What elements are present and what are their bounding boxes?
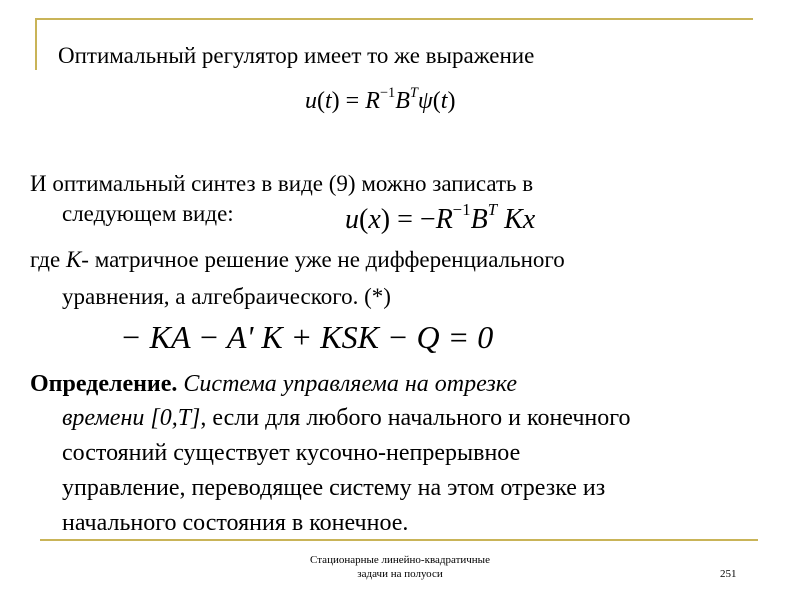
eq1-B: B: [395, 88, 410, 114]
eq2-R-exponent: −1: [452, 200, 471, 220]
equation-optimal-control: $u(t) = R^{-1}B^T\psi(t)$: [305, 84, 456, 114]
eq2-x: x: [368, 204, 381, 235]
eq2-B: B: [470, 204, 488, 235]
eq1-t: t: [325, 88, 332, 114]
synthesis-text-line1: И оптимальный синтез в виде (9) можно записать в: [30, 171, 534, 196]
eq2-B-exponent: T: [487, 200, 498, 220]
eq2-R: R: [435, 204, 453, 235]
intro-text: Оптимальный регулятор имеет то же выражение: [58, 43, 535, 68]
top-rule: [35, 18, 753, 20]
eq1-psi: ψ: [417, 88, 433, 114]
definition-line2: [62, 404, 631, 432]
eq1-R-exponent: −1: [379, 84, 396, 101]
riccati-K: K: [65, 247, 82, 272]
riccati-text-line2: уравнения, а алгебраического. (*): [62, 284, 391, 309]
synthesis-text-line2: следующем виде:: [62, 201, 234, 226]
definition-line5: начального состояния в конечное.: [62, 510, 409, 536]
eq2-minus: −: [419, 204, 436, 235]
equation-synthesis: $u(x) = -R^{-1}B^T$ Kx: [345, 200, 536, 235]
footer-title: [250, 553, 550, 581]
bottom-rule: [40, 539, 758, 541]
footer-line2: задачи на полуоси: [357, 568, 443, 580]
footer-line1: Стационарные линейно-квадратичные: [310, 554, 490, 566]
left-rule: [35, 18, 37, 70]
eq1-t2: t: [440, 88, 448, 114]
riccati-prefix: где: [30, 247, 66, 272]
riccati-text-line1: [30, 246, 565, 274]
definition-line3: состояний существует кусочно-непрерывное: [62, 440, 521, 466]
riccati-rest: - матричное решение уже не дифференциального: [81, 247, 565, 272]
definition-italic-1: Система управляема на отрезке: [177, 371, 518, 397]
eq1-u: u: [305, 88, 317, 114]
eq2-K: K: [504, 204, 523, 235]
definition-line1: [30, 370, 517, 398]
definition-line2-rest: , если для любого начального и конечного: [200, 405, 631, 431]
definition-italic-2: времени [0,T]: [62, 405, 201, 431]
equation-riccati: − KA − A' K + KSK − Q = 0: [120, 319, 494, 355]
page-number: 251: [720, 568, 737, 580]
definition-line4: управление, переводящее систему на этом отрезке из: [62, 475, 606, 501]
definition-term: Определение.: [30, 371, 178, 397]
eq2-u: u: [345, 204, 359, 235]
eq1-R: R: [365, 88, 380, 114]
eq2-x2: x: [522, 204, 536, 235]
eq1-B-exponent: T: [409, 84, 418, 101]
